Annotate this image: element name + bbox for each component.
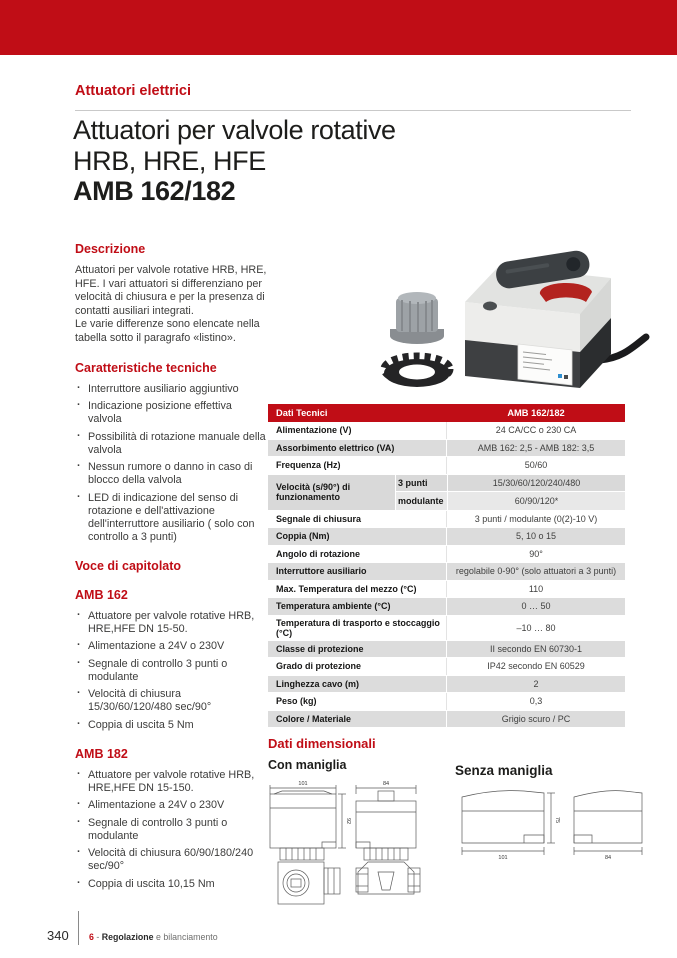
senza-maniglia-label: Senza maniglia <box>455 763 553 778</box>
dim-label: 75 <box>554 816 560 824</box>
product-photo <box>368 240 650 398</box>
row-label: Colore / Materiale <box>268 711 447 728</box>
page-title-line2: HRB, HRE, HFE <box>73 145 266 176</box>
row-value: 5, 10 o 15 <box>515 531 557 542</box>
row-value: IP42 secondo EN 60529 <box>487 661 585 672</box>
con-maniglia-label: Con maniglia <box>268 758 347 772</box>
list-item: · Segnale di controllo 3 punti o modulante <box>75 658 267 684</box>
row-value: 50/60 <box>524 460 548 471</box>
chapter-title-rest: e bilanciamento <box>156 932 218 942</box>
list-item: · Segnale di controllo 3 punti o modulante <box>75 817 267 843</box>
row-label: Max. Temperatura del mezzo (°C) <box>268 581 447 598</box>
row-label: Coppia (Nm) <box>268 528 447 545</box>
caratteristiche-list <box>75 383 267 544</box>
amb182-list <box>75 769 267 891</box>
row-label: Velocità (s/90°) di funzionamento <box>268 475 395 510</box>
page-title-line3: AMB 162/182 <box>73 176 236 206</box>
row-label: Temperatura di trasporto e stoccaggio (°C) <box>268 616 447 640</box>
row-value: 3 punti / modulante (0(2)-10 V) <box>474 513 598 524</box>
table-row <box>268 598 625 616</box>
row-value: 24 CA/CC o 230 CA <box>495 425 577 436</box>
list-item: · Alimentazione a 24V o 230V <box>75 640 267 653</box>
chapter-separator: - <box>96 932 100 942</box>
row-label: Assorbimento elettrico (VA) <box>268 440 447 457</box>
footer-divider <box>78 911 79 945</box>
row-value: 0,3 <box>529 696 543 707</box>
row-label: Interruttore ausiliario <box>268 563 447 580</box>
list-item: · Alimentazione a 24V o 230V <box>75 799 267 812</box>
list-item: · Possibilità di rotazione manuale della valvola <box>75 431 267 457</box>
list-item: · Velocità di chiusura 15/30/60/120/480 sec/90° <box>75 688 267 714</box>
footer-chapter <box>89 932 218 942</box>
table-row <box>268 693 625 711</box>
table-row <box>268 440 625 458</box>
tech-table <box>268 404 625 728</box>
row-label: Peso (kg) <box>268 693 447 710</box>
row-label: Grado di protezione <box>268 658 447 675</box>
senza-maniglia-drawing <box>452 781 662 861</box>
list-item: · LED di indicazione del senso di rotazione e dell'attivazione dell'interruttore ausiliario ( solo con controllo a 3 punti) <box>75 492 267 544</box>
table-row <box>268 658 625 676</box>
descrizione-paragraph-1: Attuatori per valvole rotative HRB, HRE, HFE. I vari attuatori si differenziano per velocità di chiusura e per la presenza di contatti ausiliari integrati. <box>75 264 267 317</box>
con-maniglia-drawing <box>268 778 428 911</box>
row-value: 0 … 50 <box>521 601 551 612</box>
row-label: Classe di protezione <box>268 641 447 658</box>
table-row <box>268 641 625 659</box>
list-item: · Interruttore ausiliario aggiuntivo <box>75 383 267 396</box>
list-item: · Velocità di chiusura 60/90/180/240 sec/90° <box>75 847 267 873</box>
chapter-number: 6 <box>89 932 94 942</box>
row-label: Temperatura ambiente (°C) <box>268 598 447 615</box>
list-item: · Coppia di uscita 10,15 Nm <box>75 878 267 891</box>
row-value: 2 <box>533 678 539 689</box>
table-row <box>268 581 625 599</box>
row-value: 60/90/120* <box>447 492 625 510</box>
list-item: · Indicazione posizione effettiva valvola <box>75 400 267 426</box>
dimensions-heading: Dati dimensionali <box>268 736 376 751</box>
dim-label: 84 <box>382 781 390 787</box>
row-value: Grigio scuro / PC <box>501 713 571 724</box>
section-eyebrow: Attuatori elettrici <box>75 83 192 99</box>
row-label: Linghezza cavo (m) <box>268 676 447 693</box>
table-row <box>268 528 625 546</box>
list-item: · Attuatore per valvole rotative HRB, HRE,HFE DN 15-50. <box>75 610 267 636</box>
row-label: Frequenza (Hz) <box>268 457 447 474</box>
table-header-left: Dati Tecnici <box>276 408 328 418</box>
left-column <box>75 242 267 895</box>
footer-page-number: 340 <box>47 928 69 943</box>
actuator-illustration <box>465 249 611 388</box>
descrizione-heading: Descrizione <box>75 242 146 256</box>
row-value: 15/30/60/120/240/480 <box>447 475 625 493</box>
list-item: · Attuatore per valvole rotative HRB, HRE,HFE DN 15-150. <box>75 769 267 795</box>
dim-label: 101 <box>298 781 308 787</box>
dim-label: 84 <box>604 855 612 861</box>
table-row-velocity <box>268 475 625 511</box>
table-row <box>268 616 625 641</box>
list-item: · Coppia di uscita 5 Nm <box>75 719 267 732</box>
row-value: –10 … 80 <box>516 622 556 633</box>
row-value: regolabile 0-90° (solo attuatori a 3 punti) <box>455 566 617 577</box>
chapter-title-bold: Regolazione <box>101 932 154 942</box>
voce-heading: Voce di capitolato <box>75 558 182 573</box>
table-row <box>268 511 625 529</box>
table-row <box>268 676 625 694</box>
row-value: 110 <box>528 583 544 594</box>
row-label: Alimentazione (V) <box>268 422 447 439</box>
header-rule <box>75 110 631 111</box>
table-row <box>268 563 625 581</box>
table-row <box>268 546 625 564</box>
table-header-right: AMB 162/182 <box>507 408 565 418</box>
descrizione-paragraph-2: Le varie differenze sono elencate nella tabella sotto il paragrafo «listino». <box>75 318 260 344</box>
table-row <box>268 457 625 475</box>
row-value: 90° <box>529 548 543 559</box>
gear-ring-illustration <box>384 356 450 387</box>
page-title-line1: Attuatori per valvole rotative <box>73 115 396 145</box>
dim-label: 101 <box>498 855 508 861</box>
page-title <box>73 115 396 207</box>
table-row <box>268 422 625 440</box>
caratteristiche-heading: Caratteristiche tecniche <box>75 360 217 375</box>
row-label: Angolo di rotazione <box>268 546 447 563</box>
amb162-heading: AMB 162 <box>75 587 128 602</box>
amb162-list <box>75 610 267 732</box>
list-item: · Nessun rumore o danno in caso di blocco della valvola <box>75 461 267 487</box>
row-value: AMB 162: 2,5 - AMB 182: 3,5 <box>477 442 595 453</box>
row-sublabel: modulante <box>395 492 447 510</box>
dim-label: 92 <box>345 817 351 825</box>
top-band <box>0 0 677 55</box>
amb182-heading: AMB 182 <box>75 746 128 761</box>
row-label: Segnale di chiusura <box>268 511 447 528</box>
adapter-knob-illustration <box>390 292 444 344</box>
table-header <box>268 404 625 422</box>
row-sublabel: 3 punti <box>395 475 447 493</box>
row-value: II secondo EN 60730-1 <box>489 643 583 654</box>
table-row <box>268 711 625 729</box>
